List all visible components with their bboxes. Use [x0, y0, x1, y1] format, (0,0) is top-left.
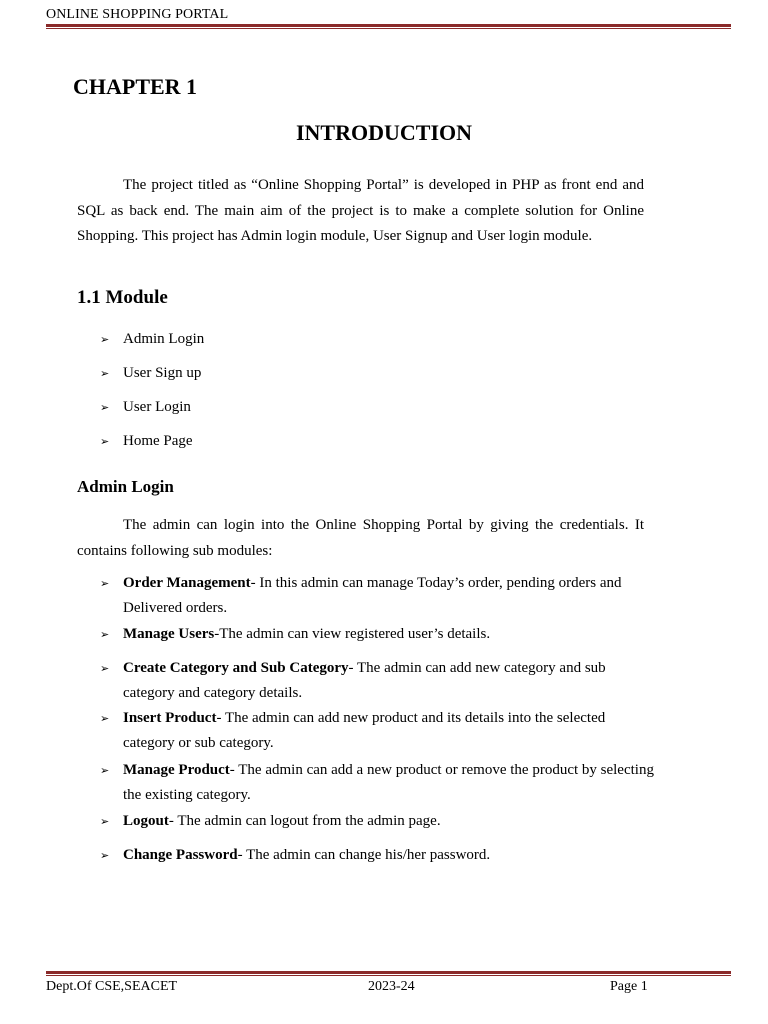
list-item-text: User Login — [123, 399, 191, 415]
item-text: - The admin can change his/her password. — [237, 847, 491, 863]
intro-paragraph-text: The project titled as “Online Shopping Portal” is developed in PHP as front end and SQL as back end. The main aim of the project is to make a complete solution for Online Shopping. This project has Admin login module, User Signup and User login module. — [77, 177, 644, 244]
list-item — [100, 361, 660, 386]
list-item — [100, 327, 660, 352]
admin-login-title: Admin Login — [77, 477, 174, 496]
item-text: - The admin can add a new product or remove the product by selecting the existing category. — [123, 762, 654, 803]
arrowhead-bullet-icon: ➢ — [100, 764, 110, 777]
list-item — [100, 656, 660, 706]
item-label: Insert Product — [123, 710, 217, 726]
admin-paragraph-text: The admin can login into the Online Shopping Portal by giving the credentials. It contains following sub modules: — [77, 517, 644, 559]
header-rule — [46, 24, 731, 29]
item-label: Change Password — [123, 847, 238, 863]
arrowhead-bullet-icon: ➢ — [100, 849, 110, 862]
footer-rule — [46, 971, 731, 976]
item-label: Create Category and Sub Category — [123, 660, 349, 676]
arrowhead-bullet-icon: ➢ — [100, 333, 110, 346]
admin-paragraph — [77, 513, 644, 564]
item-text: - In this admin can manage Today’s order, pending orders and Delivered orders. — [123, 575, 622, 616]
list-item-text: Home Page — [123, 433, 193, 449]
list-item — [100, 758, 660, 808]
footer-dept: Dept.Of CSE,SEACET — [46, 979, 178, 994]
list-item — [100, 622, 660, 647]
arrowhead-bullet-icon: ➢ — [100, 401, 110, 414]
item-text: -The admin can view registered user’s details. — [214, 626, 491, 642]
item-label: Order Management — [123, 575, 251, 591]
item-text: - The admin can logout from the admin page. — [168, 813, 441, 829]
arrowhead-bullet-icon: ➢ — [100, 577, 110, 590]
list-item — [100, 706, 660, 756]
arrowhead-bullet-icon: ➢ — [100, 662, 110, 675]
intro-paragraph — [77, 173, 644, 250]
list-item — [100, 843, 660, 868]
list-item — [100, 395, 660, 420]
section-title: 1.1 Module — [77, 287, 168, 308]
chapter-label: CHAPTER 1 — [73, 74, 198, 99]
arrowhead-bullet-icon: ➢ — [100, 712, 110, 725]
list-item — [100, 429, 660, 454]
footer-year: 2023-24 — [368, 979, 415, 994]
list-item-text: User Sign up — [123, 365, 202, 381]
item-label: Manage Users — [123, 626, 215, 642]
arrowhead-bullet-icon: ➢ — [100, 628, 110, 641]
item-label: Manage Product — [123, 762, 230, 778]
arrowhead-bullet-icon: ➢ — [100, 815, 110, 828]
list-item — [100, 809, 660, 834]
chapter-title: INTRODUCTION — [295, 120, 473, 145]
item-label: Logout — [123, 813, 169, 829]
item-text: - The admin can add new category and sub category and category details. — [123, 660, 606, 701]
list-item-text: Admin Login — [123, 331, 205, 347]
arrowhead-bullet-icon: ➢ — [100, 367, 110, 380]
item-text: - The admin can add new product and its details into the selected category or sub category. — [123, 710, 606, 751]
arrowhead-bullet-icon: ➢ — [100, 435, 110, 448]
header-title: ONLINE SHOPPING PORTAL — [46, 7, 229, 22]
footer-page-number: Page 1 — [610, 979, 648, 994]
list-item — [100, 571, 660, 621]
